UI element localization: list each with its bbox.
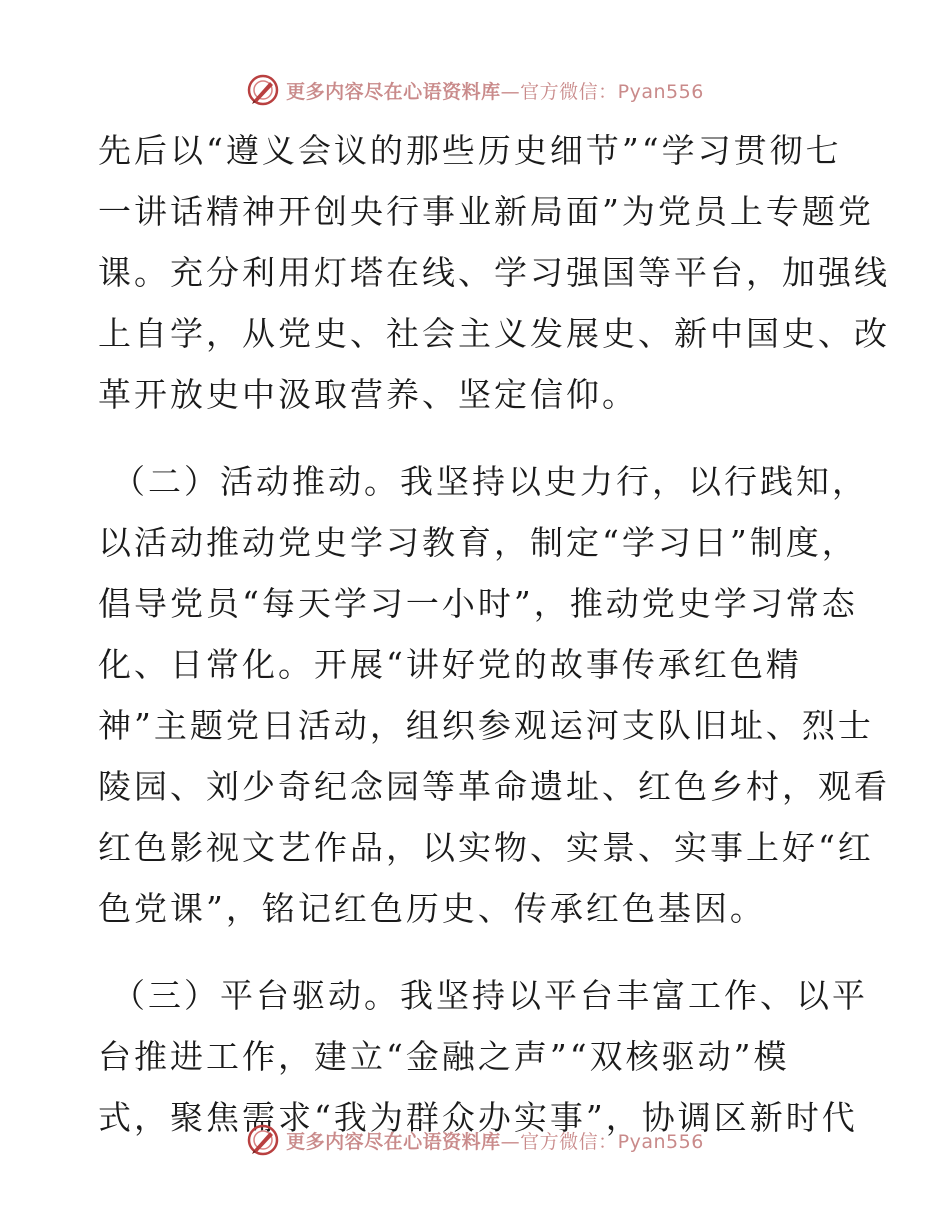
paragraph-2 xyxy=(98,451,890,939)
watermark-text xyxy=(286,77,704,104)
section-heading-line: （二）活动推动。我坚持以史力行，以行践知， xyxy=(112,462,868,501)
text-line: 陵园、刘少奇纪念园等革命遗址、红色乡村，观看 xyxy=(98,767,890,806)
pen-logo-icon xyxy=(246,73,280,107)
paragraph-1 xyxy=(98,120,890,425)
header-watermark xyxy=(0,70,950,110)
section-heading-line: （三）平台驱动。我坚持以平台丰富工作、以平 xyxy=(112,976,868,1015)
watermark-contact: 官方微信：Pyan556 xyxy=(520,80,704,103)
watermark-brand: 更多内容尽在心语资料库 xyxy=(286,1130,501,1153)
watermark-text xyxy=(286,1127,704,1154)
text-line: 神”主题党日活动，组织参观运河支队旧址、烈士 xyxy=(98,706,874,745)
text-line: 式，聚焦需求“我为群众办实事”，协调区新时代 xyxy=(98,1098,858,1137)
watermark-contact: 官方微信：Pyan556 xyxy=(520,1130,704,1153)
text-line: 先后以“遵义会议的那些历史细节”“学习贯彻七 xyxy=(98,131,842,170)
text-line: 化、日常化。开展“讲好党的故事传承红色精 xyxy=(98,645,802,684)
watermark-separator: — xyxy=(500,80,521,103)
document-body xyxy=(98,120,890,1148)
text-line: 以活动推动党史学习教育，制定“学习日”制度， xyxy=(98,523,858,562)
text-line: 色党课”，铭记红色历史、传承红色基因。 xyxy=(98,889,766,928)
watermark-separator: — xyxy=(500,1130,521,1153)
text-line: 倡导党员“每天学习一小时”，推动党史学习常态 xyxy=(98,584,858,623)
text-line: 一讲话精神开创央行事业新局面”为党员上专题党 xyxy=(98,192,874,231)
footer-watermark xyxy=(0,1120,950,1160)
watermark-brand: 更多内容尽在心语资料库 xyxy=(286,80,501,103)
text-line: 红色影视文艺作品，以实物、实景、实事上好“红 xyxy=(98,828,874,867)
pen-logo-icon xyxy=(246,1123,280,1157)
text-line: 革开放史中汲取营养、坚定信仰。 xyxy=(98,375,638,414)
text-line: 台推进工作，建立“金融之声”“双核驱动”模 xyxy=(98,1037,790,1076)
text-line: 上自学，从党史、社会主义发展史、新中国史、改 xyxy=(98,314,890,353)
text-line: 课。充分利用灯塔在线、学习强国等平台，加强线 xyxy=(98,253,890,292)
